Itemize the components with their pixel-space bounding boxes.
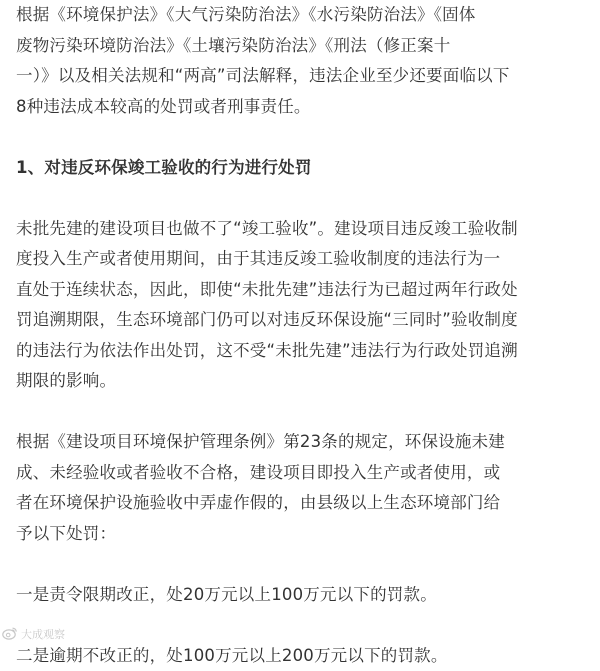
- text-line: 未批先建的建设项目也做不了“竣工验收”。建设项目违反竣工验收制: [16, 214, 588, 245]
- text-line: 的违法行为依法作出处罚，这不受“未批先建”违法行为行政处罚追溯: [16, 336, 588, 367]
- paragraph-spacer: [16, 549, 588, 580]
- penalty-item: 二是逾期不改正的，处100万元以上200万元以下的罚款。: [16, 641, 588, 671]
- text-line: 根据《环境保护法》《大气污染防治法》《水污染防治法》《固体: [16, 0, 588, 31]
- text-line: 度投入生产或者使用期间，由于其违反竣工验收制度的违法行为一: [16, 244, 588, 275]
- text-line: 期限的影响。: [16, 366, 588, 397]
- paragraph-spacer: [16, 610, 588, 641]
- text-line: 予以下处罚：: [16, 519, 588, 550]
- paragraph-spacer: [16, 122, 588, 153]
- paragraph-spacer: [16, 183, 588, 214]
- text-line: 8种违法成本较高的处罚或者刑事责任。: [16, 92, 588, 123]
- text-line: 成、未经验收或者验收不合格，建设项目即投入生产或者使用，或: [16, 458, 588, 489]
- body-paragraph: [16, 427, 588, 549]
- watermark: [2, 624, 65, 644]
- text-line: 一）》以及相关法规和“两高”司法解释，违法企业至少还要面临以下: [16, 61, 588, 92]
- text-line: 罚追溯期限，生态环境部门仍可以对违反环保设施“三同时”验收制度: [16, 305, 588, 336]
- watermark-text: 大成观察: [21, 626, 65, 642]
- text-line: 废物污染环境防治法》《土壤污染防治法》《刑法（修正案十: [16, 31, 588, 62]
- body-paragraph: [16, 214, 588, 397]
- text-line: 者在环境保护设施验收中弄虚作假的，由县级以上生态环境部门给: [16, 488, 588, 519]
- text-line: 直处于连续状态，因此，即使“未批先建”违法行为已超过两年行政处: [16, 275, 588, 306]
- penalty-item: 一是责令限期改正，处20万元以上100万元以下的罚款。: [16, 580, 588, 611]
- text-line: 根据《建设项目环境保护管理条例》第23条的规定，环保设施未建: [16, 427, 588, 458]
- weibo-logo-icon: [2, 625, 18, 644]
- article-body: [16, 0, 588, 671]
- intro-paragraph: [16, 0, 588, 122]
- section-heading: 1、对违反环保竣工验收的行为进行处罚: [16, 153, 588, 184]
- paragraph-spacer: [16, 397, 588, 428]
